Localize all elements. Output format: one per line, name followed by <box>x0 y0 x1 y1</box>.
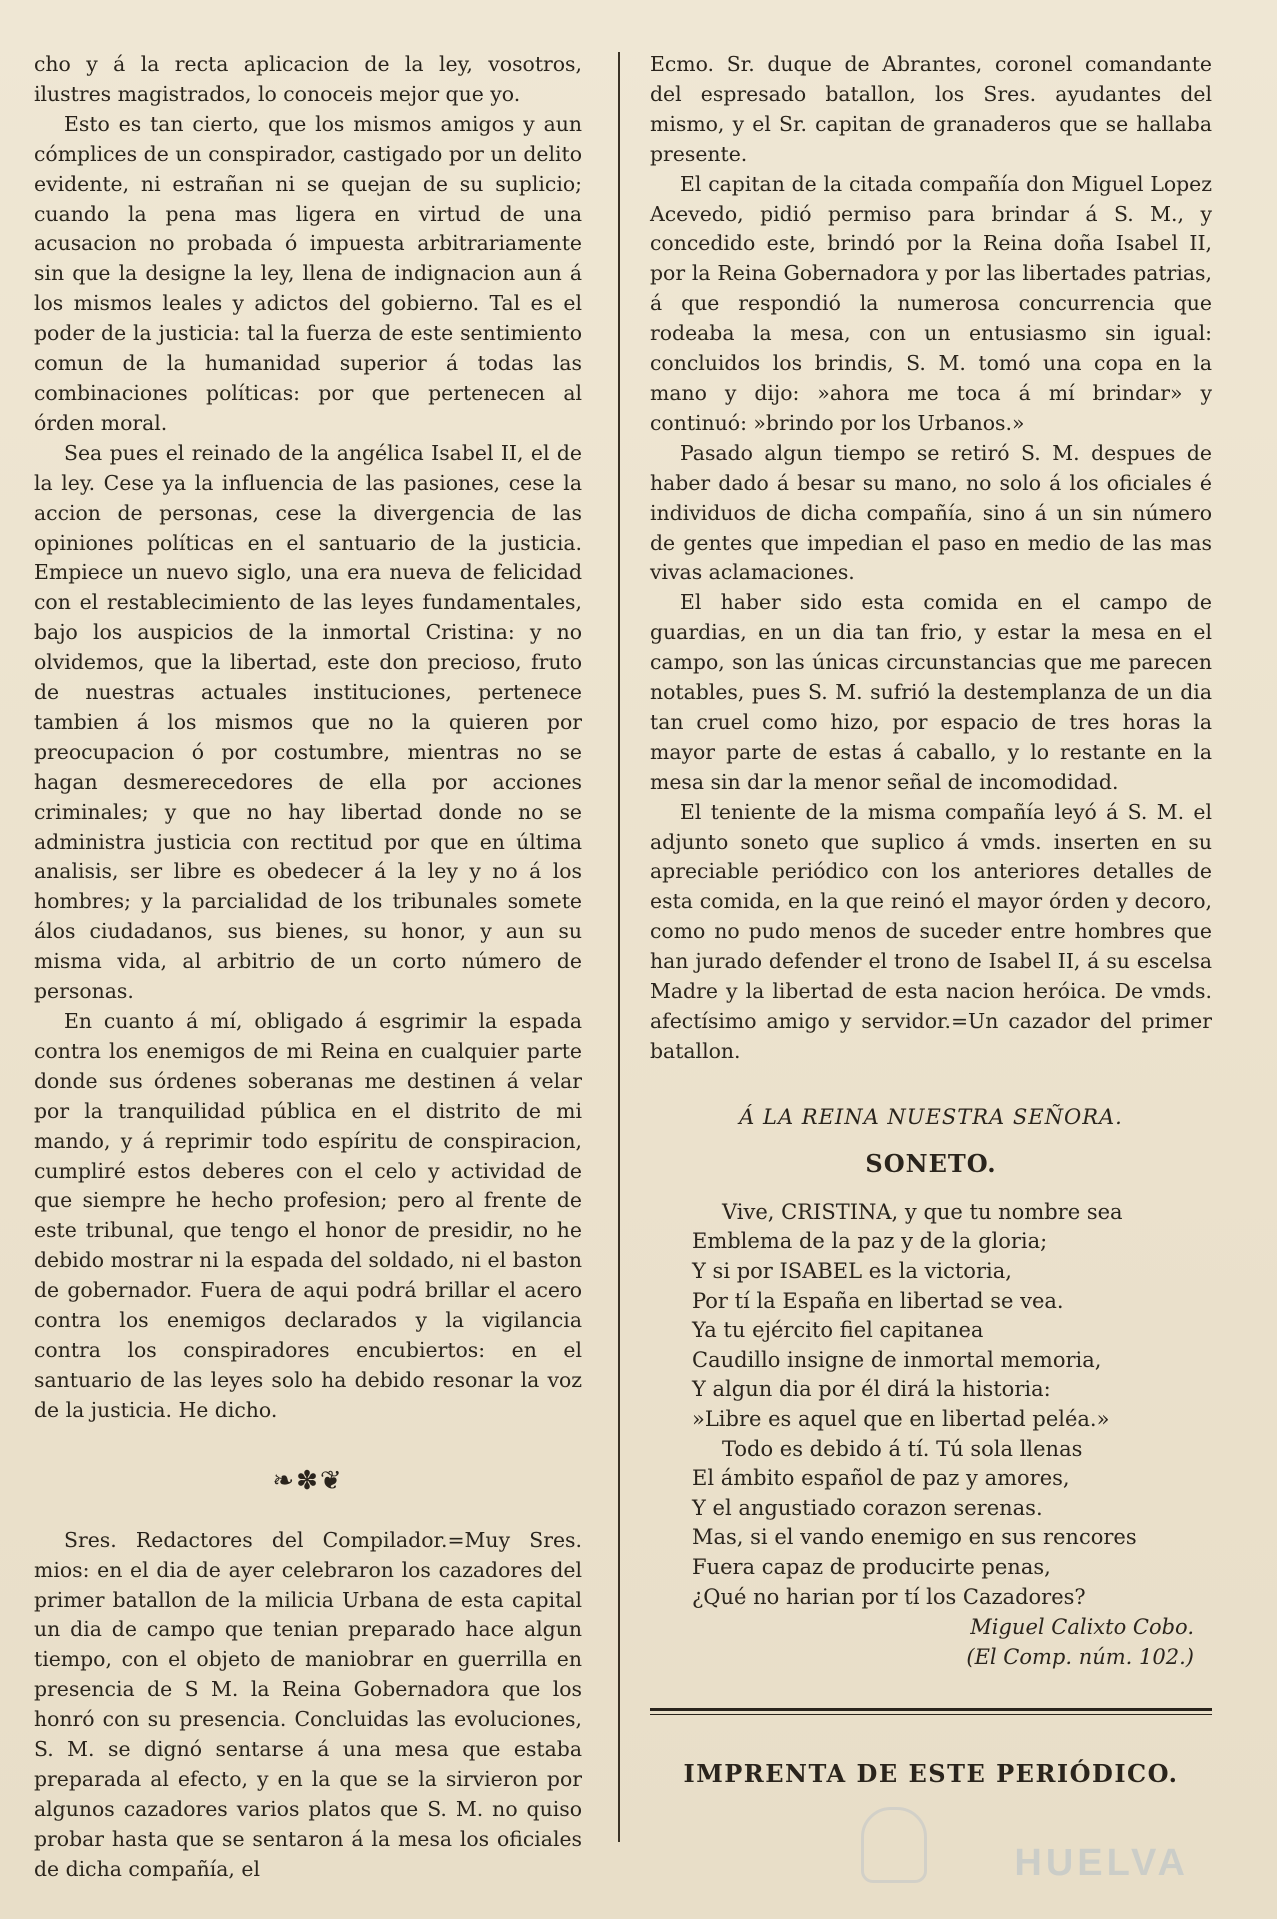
paragraph-weather: El haber sido esta comida en el campo de guardias, en un dia tan frio, y estar la mesa en el campo, son las únicas circunstancias que me parecen notables, pues S. M. sufrió la destemplanza de un dia tan cruel como hizo, por espacio de tres horas la mayor parte de estas á caballo, y lo restante en la mesa sin dar la menor señal de incomodidad. <box>650 590 1212 794</box>
poem-line: Y el angustiado corazon serenas. <box>692 1495 1043 1520</box>
paragraph-departure: Pasado algun tiempo se retiró S. M. despues de haber dado á besar su mano, no solo á los oficiales é individuos de dicha compañía, sino á un sin número de gentes que impedian el paso en medio de las mas vivas aclamaciones. <box>650 440 1212 585</box>
poem-line: Emblema de la paz y de la gloria; <box>692 1229 1048 1254</box>
column-divider <box>618 52 620 1842</box>
poem-line: Ya tu ejército fiel capitanea <box>692 1318 984 1343</box>
poem-line: Caudillo insigne de inmortal memoria, <box>692 1347 1102 1372</box>
dedication-heading: Á LA REINA NUESTRA SEÑORA. <box>739 1104 1123 1129</box>
poem-line: ¿Qué no harian por tí los Cazadores? <box>692 1584 1086 1609</box>
poem-line: El ámbito español de paz y amores, <box>692 1466 1070 1491</box>
poem-line: Y si por ISABEL es la victoria, <box>692 1259 1012 1283</box>
archive-watermark: HUELVA <box>1014 1842 1189 1884</box>
paragraph-continuation: cho y á la recta aplicacion de la ley, vosotros, ilustres magistrados, lo conoceis mejor que yo. <box>34 52 582 106</box>
poem-line: Y algun dia por él dirá la historia: <box>692 1377 1051 1402</box>
left-column <box>34 50 582 1885</box>
poem-line: Vive, CRISTINA, y que tu nombre sea <box>722 1199 1123 1224</box>
paragraph-closing-speech: En cuanto á mí, obligado á esgrimir la espada contra los enemigos de mi Reina en cualquier parte donde sus órdenes soberanas me destinen á velar por la tranquilidad pública en el distrito de mi mando, y á reprimir todo espíritu de conspiracion, cumpliré estos deberes con el celo y actividad de que siempre he hecho profesion; pero al frente de este tribunal, que tengo el honor de presidir, no he debido mostrar ni la espada del soldado, ni el baston de gobernador. Fuera de aqui podrá brillar el acero contra los enemigos declarados y la vigilancia contra los conspiradores encubiertos: en el santuario de las leyes solo ha debido resonar la voz de la justicia. He dicho. <box>34 1009 582 1422</box>
ornament-divider: ❧✽❦ <box>272 1465 344 1496</box>
paragraph-reign: Sea pues el reinado de la angélica Isabel II, el de la ley. Cese ya la influencia de las pasiones, cese la accion de personas, cese la divergencia de las opiniones políticas en el santuario de la justicia. Empiece un nuevo siglo, una era nueva de felicidad con el restablecimiento de las leyes fundamentales, bajo los auspicios de la inmortal Cristina: y no olvidemos, que la libertad, este don precioso, fruto de nuestras actuales instituciones, pertenece tambien á los mismos que no la quieren por preocupacion ó por costumbre, mientras no se hagan desmerecedores de ella por acciones criminales; y que no hay libertad donde no se administra justicia con rectitud por que en última analisis, ser libre es obedecer á la ley y no á los hombres; y la parcialidad de los tribunales somete álos ciudadanos, sus bienes, su honor, y aun su misma vida, al arbitrio de un corto número de personas. <box>34 440 582 1004</box>
poem-line: Todo es debido á tí. Tú sola llenas <box>722 1436 1083 1461</box>
sonnet-title: SONETO. <box>865 1148 997 1178</box>
sonnet-poem <box>692 1198 1212 1612</box>
paragraph-toast: El capitan de la citada compañía don Miguel Lopez Acevedo, pidió permiso para brindar á S. M., y concedido este, brindó por la Reina doña Isabel II, por la Reina Gobernadora y por las libertades patrias, á que respondió la numerosa concurrencia que rodeaba la mesa, con un entusiasmo sin igual: concluidos los brindis, S. M. tomó una copa en la mano y dijo: »ahora me toca á mí brindar» y continuó: »brindo por los Urbanos.» <box>650 171 1212 435</box>
paragraph-sonnet-intro: El teniente de la misma compañía leyó á S. M. el adjunto soneto que suplico á vmds. inserten en su apreciable periódico con los anteriores detalles de esta comida, en la que reinó el mayor órden y decoro, como no pudo menos de suceder entre hombres que han jurado defender el trono de Isabel II, á su escelsa Madre y la libertad de esta nacion heróica. De vmds. afectísimo amigo y servidor.=Un cazador del primer batallon. <box>650 799 1212 1063</box>
letter-to-editors: Sres. Redactores del Compilador.=Muy Sres. mios: en el dia de ayer celebraron los cazadores del primer batallon de la milicia Urbana de esta capital un dia de campo que tenian preparado hace algun tiempo, con el objeto de maniobrar en guerrilla en presencia de S M. la Reina Gobernadora que los honró con su presencia. Concluidas las evoluciones, S. M. se dignó sentarse á una mesa que estaba preparada al efecto, y en la que se la sirvieron por algunos cazadores varios platos que S. M. no quiso probar hasta que se sentaron á la mesa los oficiales de dicha compañía, el <box>34 1527 582 1881</box>
poem-line: Mas, si el vando enemigo en sus rencores <box>692 1525 1137 1550</box>
archive-seal-icon <box>861 1807 927 1883</box>
footer-rule <box>650 1708 1212 1711</box>
poem-line: Por tí la España en libertad se vea. <box>692 1288 1064 1313</box>
letter-continuation: Ecmo. Sr. duque de Abrantes, coronel comandante del espresado batallon, los Sres. ayudantes del mismo, y el Sr. capitan de granaderos que se hallaba presente. <box>650 52 1212 166</box>
poem-source: (El Comp. núm. 102.) <box>966 1645 1194 1670</box>
poem-line: »Libre es aquel que en libertad peléa.» <box>692 1406 1110 1431</box>
paragraph-justice: Esto es tan cierto, que los mismos amigos y aun cómplices de un conspirador, castigado por un delito evidente, ni estrañan ni se quejan de su suplicio; cuando la pena mas ligera en virtud de una acusacion no probada ó impuesta arbitrariamente sin que la designe la ley, llena de indignacion aun á los mismos leales y adictos del gobierno. Tal es el poder de la justicia: tal la fuerza de este sentimiento comun de la humanidad superior á todas las combinaciones políticas: por que pertenecen al órden moral. <box>34 111 582 435</box>
imprint-footer: IMPRENTA DE ESTE PERIÓDICO. <box>683 1759 1179 1789</box>
right-column <box>650 50 1212 1788</box>
footer-rule-thin <box>650 1714 1212 1715</box>
poem-author: Miguel Calixto Cobo. <box>970 1615 1194 1640</box>
poem-line: Fuera capaz de producirte penas, <box>692 1554 1051 1579</box>
